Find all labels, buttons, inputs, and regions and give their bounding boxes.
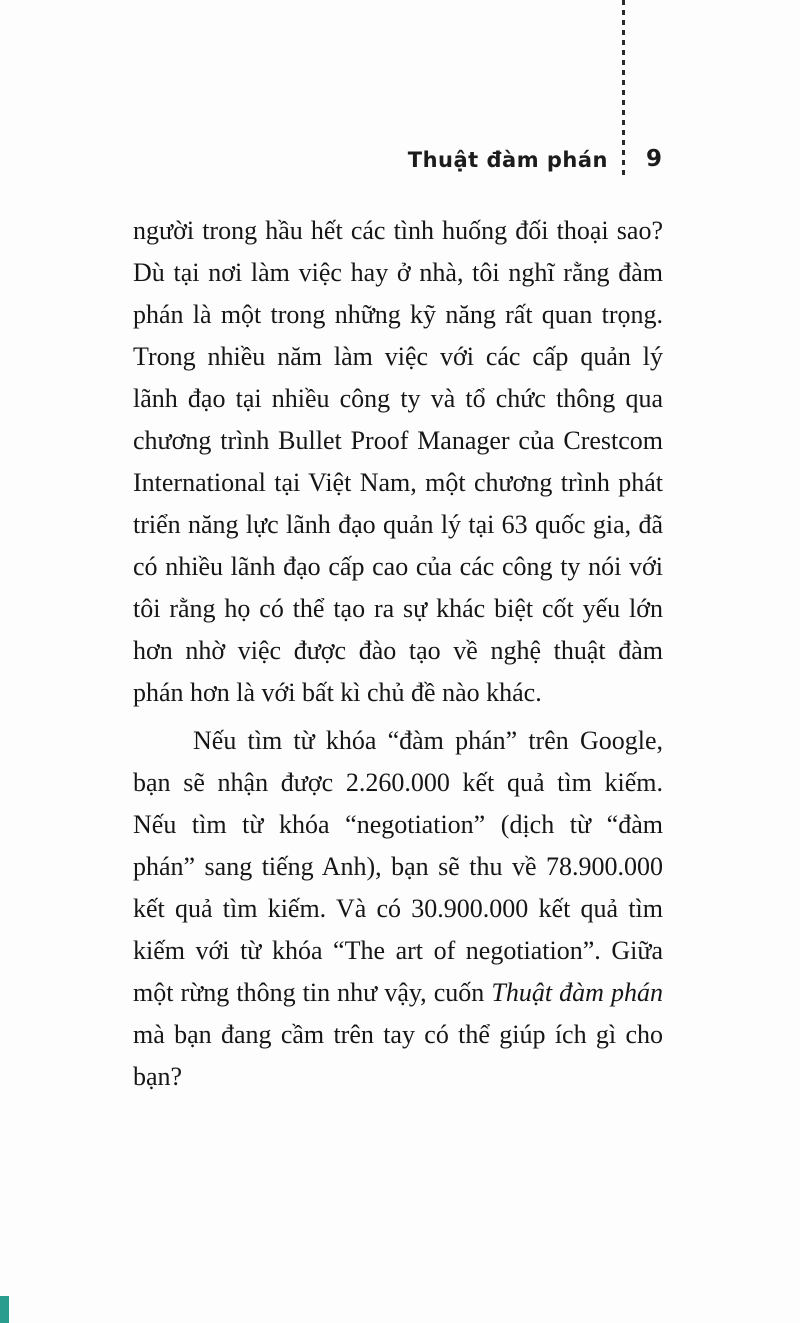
running-head-title: Thuật đàm phán — [407, 148, 608, 172]
paragraph — [133, 720, 663, 1098]
text-run: mà bạn đang cầm trên tay có thể giúp ích gì cho bạn? — [133, 1020, 663, 1091]
page-header — [0, 146, 800, 176]
body-text — [133, 210, 663, 1098]
text-run: Nếu tìm từ khóa “đàm phán” trên Google, bạn sẽ nhận được 2.260.000 kết quả tìm kiếm. Nếu tìm từ khóa “negotiation” (dịch từ “đàm phán” sang tiếng Anh), bạn sẽ thu về 78.900.000 kết quả tìm kiếm. Và có 30.900.000 kết quả tìm kiếm với từ khóa “The art of negotiation”. Giữa một rừng thông tin như vậy, cuốn — [133, 726, 663, 1007]
page-number: 9 — [645, 146, 662, 172]
page-edge-accent-bar — [0, 1296, 9, 1323]
paragraph — [133, 210, 663, 714]
text-run: người trong hầu hết các tình huống đối thoại sao? Dù tại nơi làm việc hay ở nhà, tôi nghĩ rằng đàm phán là một trong những kỹ năng rất quan trọng. Trong nhiều năm làm việc với các cấp quản lý lãnh đạo tại nhiều công ty và tổ chức thông qua chương trình Bullet Proof Manager của Crestcom International tại Việt Nam, một chương trình phát triển năng lực lãnh đạo quản lý tại 63 quốc gia, đã có nhiều lãnh đạo cấp cao của các công ty nói với tôi rằng họ có thể tạo ra sự khác biệt cốt yếu lớn hơn nhờ việc được đào tạo về nghệ thuật đàm phán hơn là với bất kì chủ đề nào khác. — [133, 216, 663, 707]
italic-text-run: Thuật đàm phán — [491, 978, 663, 1007]
